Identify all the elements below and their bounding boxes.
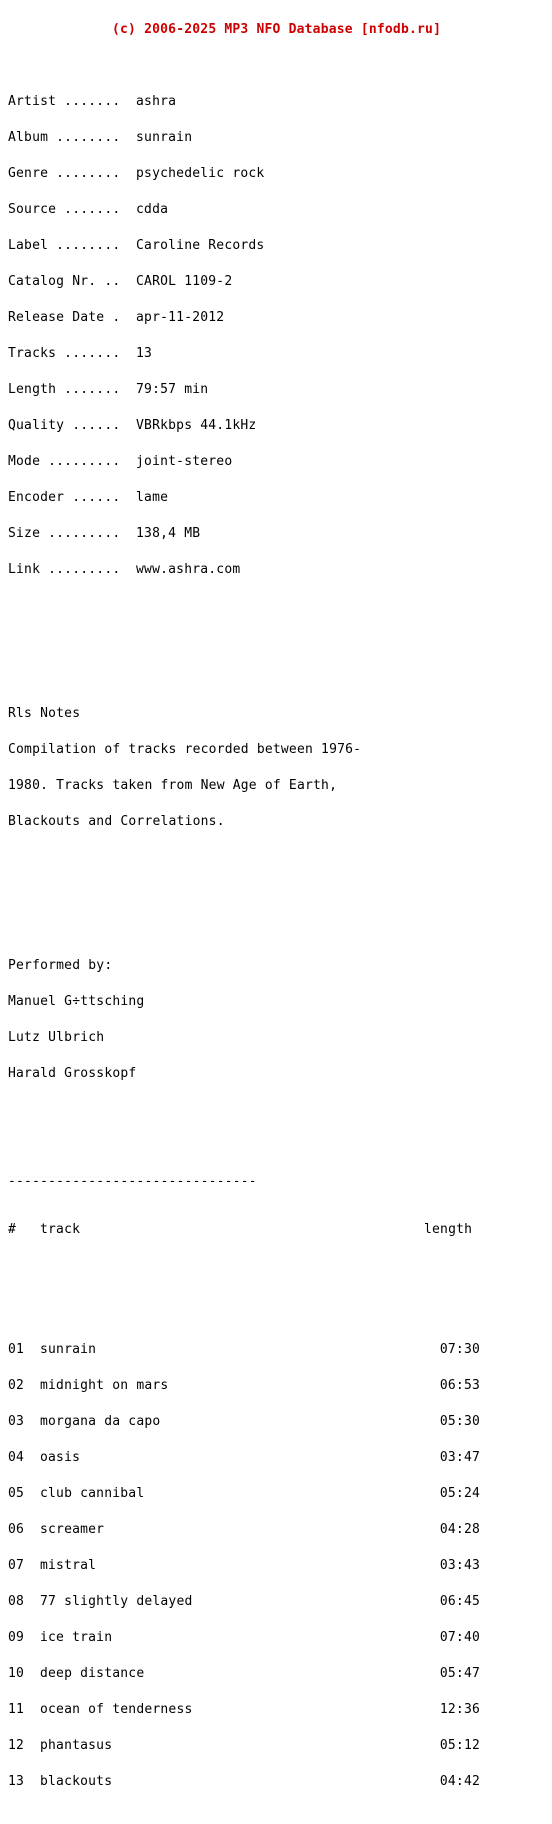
track-row (8, 1488, 548, 1500)
field-value: Caroline Records (136, 238, 265, 253)
field-label: Encoder ...... (8, 490, 121, 505)
track-number: 10 (8, 1666, 25, 1681)
performer-name: Harald Grosskopf (8, 1066, 137, 1081)
track-title: blackouts (40, 1774, 113, 1789)
notes-line: Compilation of tracks recorded between 1976- (8, 742, 362, 757)
track-number: 03 (8, 1414, 25, 1429)
track-title: deep distance (40, 1666, 145, 1681)
track-number: 04 (8, 1450, 25, 1465)
performers-title: Performed by: (8, 958, 113, 973)
notes-line: Blackouts and Correlations. (8, 814, 225, 829)
field-label: Label ........ (8, 238, 121, 253)
release-notes (8, 684, 548, 852)
field-value: psychedelic rock (136, 166, 265, 181)
track-row (8, 1416, 548, 1428)
nfo-header (8, 24, 548, 36)
track-title: 77 slightly delayed (40, 1594, 193, 1609)
track-number: 07 (8, 1558, 25, 1573)
track-title: phantasus (40, 1738, 113, 1753)
field-label: Source ....... (8, 202, 121, 217)
field-label: Release Date . (8, 310, 121, 325)
track-title: morgana da capo (40, 1414, 161, 1429)
track-length: 04:42 (439, 1774, 480, 1789)
field-value: sunrain (136, 130, 193, 145)
field-quality (8, 420, 548, 432)
track-row (8, 1596, 548, 1608)
track-number: 06 (8, 1522, 25, 1537)
field-release-date (8, 312, 548, 324)
nfo-document (8, 0, 548, 1824)
track-row (8, 1776, 548, 1788)
track-length: 04:28 (439, 1522, 480, 1537)
field-label: Link ......... (8, 562, 121, 577)
column-track-header: track (40, 1222, 81, 1237)
track-row (8, 1668, 548, 1680)
field-artist (8, 96, 548, 108)
performer-name: Manuel G÷ttsching (8, 994, 145, 1009)
track-length: 05:24 (439, 1486, 480, 1501)
field-value: ashra (136, 94, 177, 109)
field-label-name (8, 240, 548, 252)
track-row (8, 1344, 548, 1356)
track-row (8, 1704, 548, 1716)
track-length: 06:45 (439, 1594, 480, 1609)
field-label: Album ........ (8, 130, 121, 145)
notes-line: 1980. Tracks taken from New Age of Earth, (8, 778, 338, 793)
tracklist-header (8, 1224, 548, 1236)
track-row (8, 1524, 548, 1536)
track-number: 12 (8, 1738, 25, 1753)
field-encoder (8, 492, 548, 504)
track-length: 07:30 (439, 1342, 480, 1357)
field-catalog (8, 276, 548, 288)
track-length: 12:36 (439, 1702, 480, 1717)
field-genre (8, 168, 548, 180)
column-length-header: length (424, 1222, 473, 1237)
field-value: 138,4 MB (136, 526, 201, 541)
field-tracks (8, 348, 548, 360)
track-length: 06:53 (439, 1378, 480, 1393)
track-number: 13 (8, 1774, 25, 1789)
spacer (8, 888, 548, 900)
track-title: sunrain (40, 1342, 97, 1357)
performers (8, 936, 548, 1104)
track-row (8, 1740, 548, 1752)
track-row (8, 1632, 548, 1644)
track-row (8, 1380, 548, 1392)
track-length: 05:47 (439, 1666, 480, 1681)
field-label: Catalog Nr. .. (8, 274, 121, 289)
field-label: Quality ...... (8, 418, 121, 433)
field-value: CAROL 1109-2 (136, 274, 233, 289)
track-title: ice train (40, 1630, 113, 1645)
spacer (8, 636, 548, 648)
field-source (8, 204, 548, 216)
field-value: apr-11-2012 (136, 310, 225, 325)
track-title: mistral (40, 1558, 97, 1573)
field-label: Artist ....... (8, 94, 121, 109)
field-value: 79:57 min (136, 382, 209, 397)
track-title: midnight on mars (40, 1378, 169, 1393)
track-title: club cannibal (40, 1486, 145, 1501)
track-length: 07:40 (439, 1630, 480, 1645)
field-label: Genre ........ (8, 166, 121, 181)
column-number-header: # (8, 1222, 17, 1237)
track-length: 03:47 (439, 1450, 480, 1465)
track-number: 05 (8, 1486, 25, 1501)
track-length: 05:12 (439, 1738, 480, 1753)
field-size (8, 528, 548, 540)
tracklist (8, 1320, 548, 1812)
field-label: Tracks ....... (8, 346, 121, 361)
field-value: cdda (136, 202, 169, 217)
header-text: (c) 2006-2025 MP3 NFO Database [nfodb.ru] (112, 22, 442, 37)
performer-name: Lutz Ulbrich (8, 1030, 105, 1045)
track-length: 05:30 (439, 1414, 480, 1429)
spacer (8, 1272, 548, 1284)
track-length: 03:43 (439, 1558, 480, 1573)
field-link (8, 564, 548, 576)
track-number: 02 (8, 1378, 25, 1393)
release-fields (8, 72, 548, 600)
field-value: www.ashra.com (136, 562, 241, 577)
field-mode (8, 456, 548, 468)
field-label: Mode ......... (8, 454, 121, 469)
field-label: Size ......... (8, 526, 121, 541)
field-value: VBRkbps 44.1kHz (136, 418, 257, 433)
field-album (8, 132, 548, 144)
spacer (8, 1140, 548, 1152)
field-value: joint-stereo (136, 454, 233, 469)
field-length (8, 384, 548, 396)
notes-title: Rls Notes (8, 706, 81, 721)
track-number: 11 (8, 1702, 25, 1717)
field-value: lame (136, 490, 169, 505)
track-number: 08 (8, 1594, 25, 1609)
track-title: ocean of tenderness (40, 1702, 193, 1717)
track-number: 09 (8, 1630, 25, 1645)
track-title: oasis (40, 1450, 81, 1465)
track-row (8, 1560, 548, 1572)
separator-line: ------------------------------- (8, 1174, 257, 1189)
field-value: 13 (136, 346, 153, 361)
field-label: Length ....... (8, 382, 121, 397)
track-number: 01 (8, 1342, 25, 1357)
track-row (8, 1452, 548, 1464)
track-title: screamer (40, 1522, 105, 1537)
